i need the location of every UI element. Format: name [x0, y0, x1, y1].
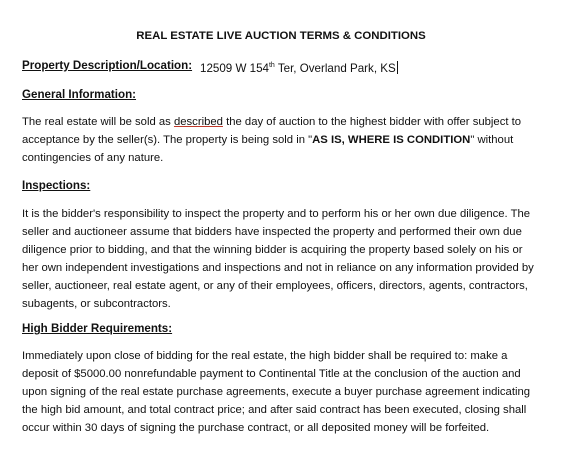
property-label: Property Description/Location: [22, 59, 193, 72]
general-paragraph [22, 113, 547, 167]
general-line-1-pre: The real estate will be sold as [22, 116, 174, 128]
spellcheck-word: described [173, 116, 223, 128]
inspections-line: seller and auctioneer assume that bidders have inspected the property and performed their own due [22, 226, 522, 238]
inspections-paragraph [22, 205, 547, 313]
text-cursor [397, 61, 398, 74]
address-rest: Ter, Overland Park, KS [274, 61, 396, 75]
general-heading-text: General Information: [22, 88, 137, 101]
high-bidder-line: the high bid amount, and total contract price; and after said contract has been executed, closing shall [22, 404, 527, 416]
general-line-2 [22, 131, 547, 149]
general-heading [22, 86, 136, 104]
inspections-line: seller, auctioneer, real estate agent, or any of their employees, officers, directors, agents, contractors, [22, 280, 528, 292]
address-number: 12509 W 154 [200, 61, 269, 75]
high-bidder-line: deposit of $5000.00 nonrefundable payment to Continental Title at the conclusion of the auction and [22, 368, 521, 380]
inspections-heading [22, 177, 90, 195]
property-row [22, 57, 192, 75]
document-title: REAL ESTATE LIVE AUCTION TERMS & CONDITIONS [136, 30, 426, 42]
high-bidder-line: occur within 30 days of signing the purchase contract, or all deposited money will be forfeited. [22, 422, 490, 434]
address-suffix: th [268, 62, 275, 69]
general-line-2-pre: acceptance by the seller(s). The property is being sold in " [22, 134, 313, 146]
general-line-3: contingencies of any nature. [22, 152, 164, 164]
inspections-heading-text: Inspections: [22, 179, 91, 192]
inspections-line: subagents, or subcontractors. [22, 298, 171, 310]
general-line-1 [22, 113, 547, 131]
as-is-emphasis: AS IS, WHERE IS CONDITION [312, 134, 471, 146]
high-bidder-heading-text: High Bidder Requirements: [22, 322, 173, 335]
general-line-1-post: the day of auction to the highest bidder with offer subject to [222, 116, 522, 128]
property-address[interactable] [200, 57, 398, 78]
inspections-line: diligence prior to bidding, and that the winning bidder is acquiring the property based solely on his or [22, 244, 523, 256]
inspections-line: her own independent investigations and inspections and not in reliance on any information provided by [22, 262, 534, 274]
high-bidder-line: Immediately upon close of bidding for the real estate, the high bidder shall be required to: make a [22, 350, 508, 362]
high-bidder-paragraph [22, 347, 547, 437]
inspections-line: It is the bidder's responsibility to inspect the property and to perform his or her own due diligence. The [22, 208, 531, 220]
high-bidder-heading [22, 320, 172, 338]
general-line-2-post: " without [470, 134, 514, 146]
high-bidder-line: upon signing of the real estate purchase agreements, execute a buyer purchase agreement indicating [22, 386, 531, 398]
